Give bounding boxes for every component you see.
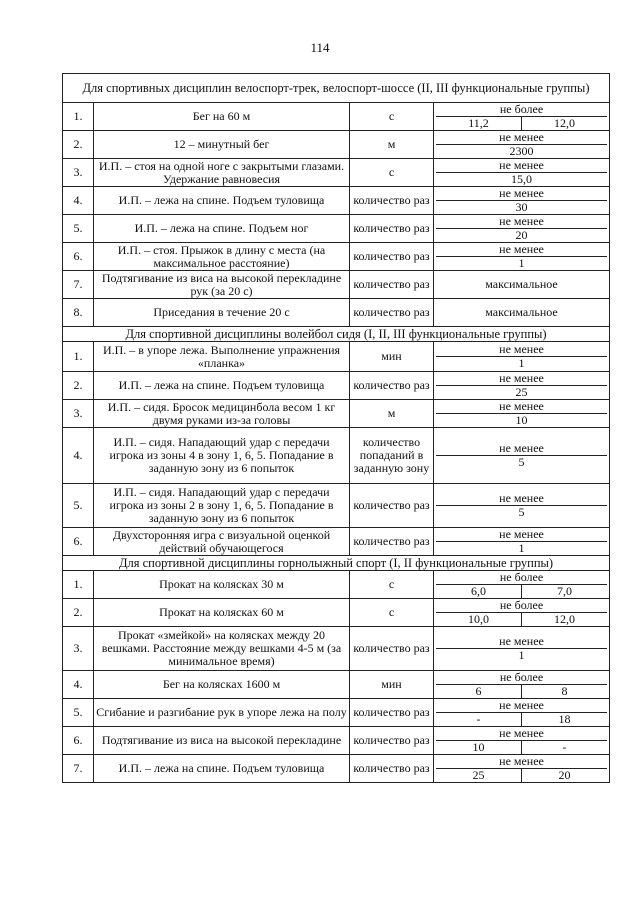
standard-subtable bbox=[436, 159, 607, 186]
unit-of-measure: с bbox=[350, 159, 434, 187]
standard-subtable bbox=[436, 755, 607, 782]
table-row bbox=[63, 372, 610, 400]
standard-value: 5 bbox=[518, 505, 525, 519]
unit-of-measure: количество раз bbox=[350, 528, 434, 556]
standard-cell bbox=[434, 400, 610, 428]
qualifier-text: не менее bbox=[436, 442, 607, 456]
standard-subtable bbox=[436, 528, 607, 555]
unit-of-measure: количество раз bbox=[350, 215, 434, 243]
standard-value: 7,0 bbox=[557, 584, 573, 598]
qualifier-text: не более bbox=[436, 599, 607, 613]
standard-cell bbox=[434, 484, 610, 528]
standard-subtable bbox=[436, 103, 607, 130]
exercise-description: И.П. – лежа на спине. Подъем ног bbox=[94, 215, 350, 243]
qualifier-text: не менее bbox=[436, 727, 607, 741]
standard-subtable bbox=[436, 400, 607, 427]
row-number: 2. bbox=[63, 372, 94, 400]
unit-of-measure: с bbox=[350, 599, 434, 627]
standard-value: 8 bbox=[561, 684, 568, 698]
standard-value: 25 bbox=[515, 385, 528, 399]
standard-value: 5 bbox=[518, 455, 525, 469]
exercise-description: И.П. – лежа на спине. Подъем туловища bbox=[94, 372, 350, 400]
standard-subtable bbox=[436, 306, 607, 319]
qualifier-text: не менее bbox=[436, 528, 607, 542]
standard-value: - bbox=[562, 740, 567, 754]
exercise-description: Прокат на колясках 60 м bbox=[94, 599, 350, 627]
qualifier-text: не менее bbox=[436, 343, 607, 357]
standard-value: 20 bbox=[558, 768, 571, 782]
row-number: 3. bbox=[63, 400, 94, 428]
exercise-description: Сгибание и разгибание рук в упоре лежа на полу bbox=[94, 699, 350, 727]
qualifier-text: не более bbox=[436, 671, 607, 685]
row-number: 2. bbox=[63, 599, 94, 627]
table-row bbox=[63, 671, 610, 699]
table-row bbox=[63, 215, 610, 243]
standard-cell bbox=[434, 131, 610, 159]
qualifier-text: не менее bbox=[436, 755, 607, 769]
qualifier-text: не более bbox=[436, 571, 607, 585]
standard-cell bbox=[434, 699, 610, 727]
unit-of-measure: количество раз bbox=[350, 755, 434, 783]
standard-value: 10 bbox=[436, 741, 522, 755]
standard-cell bbox=[434, 372, 610, 400]
table-row bbox=[63, 571, 610, 599]
section-title: Для спортивной дисциплины волейбол сидя (I, II, III функциональные группы) bbox=[63, 327, 610, 342]
standard-cell bbox=[434, 528, 610, 556]
qualifier-text: не менее bbox=[436, 215, 607, 229]
exercise-description: Бег на колясках 1600 м bbox=[94, 671, 350, 699]
table-row bbox=[63, 484, 610, 528]
exercise-description: И.П. – сидя. Нападающий удар с передачи игрока из зоны 2 в зону 1, 6, 5. Попадание в заданную зону из 6 попыток bbox=[94, 484, 350, 528]
exercise-description: Подтягивание из виса на высокой перекладине bbox=[94, 727, 350, 755]
standard-subtable bbox=[436, 343, 607, 370]
row-number: 1. bbox=[63, 571, 94, 599]
table-row bbox=[63, 755, 610, 783]
unit-of-measure: количество раз bbox=[350, 187, 434, 215]
qualifier-text: не менее bbox=[436, 400, 607, 414]
exercise-description: Приседания в течение 20 с bbox=[94, 299, 350, 327]
table-row bbox=[63, 528, 610, 556]
unit-of-measure: м bbox=[350, 400, 434, 428]
standard-cell bbox=[434, 271, 610, 299]
standard-value: 1 bbox=[518, 356, 525, 370]
standard-cell bbox=[434, 299, 610, 327]
unit-of-measure: количество раз bbox=[350, 243, 434, 271]
row-number: 6. bbox=[63, 727, 94, 755]
standard-value: максимальное bbox=[485, 305, 558, 319]
standard-cell bbox=[434, 187, 610, 215]
row-number: 5. bbox=[63, 699, 94, 727]
qualifier-text: не менее bbox=[436, 492, 607, 506]
qualifier-text: не менее bbox=[436, 243, 607, 257]
standard-cell bbox=[434, 159, 610, 187]
standard-subtable bbox=[436, 187, 607, 214]
exercise-description: Прокат «змейкой» на колясках между 20 вешками. Расстояние между вешками 4-5 м (за минимальное время) bbox=[94, 627, 350, 671]
standard-value: 25 bbox=[436, 769, 522, 783]
exercise-description: И.П. – сидя. Нападающий удар с передачи игрока из зоны 4 в зону 1, 6, 5. Попадание в заданную зону из 6 попыток bbox=[94, 428, 350, 484]
qualifier-text: не менее bbox=[436, 635, 607, 649]
table-row bbox=[63, 342, 610, 372]
standard-subtable bbox=[436, 635, 607, 662]
row-number: 3. bbox=[63, 627, 94, 671]
standards-table bbox=[62, 73, 610, 783]
exercise-description: Подтягивание из виса на высокой перекладине рук (за 20 с) bbox=[94, 271, 350, 299]
standard-subtable bbox=[436, 278, 607, 291]
standard-value: 1 bbox=[518, 648, 525, 662]
unit-of-measure: количество раз bbox=[350, 699, 434, 727]
standard-value: 12,0 bbox=[554, 116, 576, 130]
unit-of-measure: количество раз bbox=[350, 271, 434, 299]
table-row bbox=[63, 727, 610, 755]
qualifier-text: не более bbox=[436, 103, 607, 117]
table-row bbox=[63, 627, 610, 671]
standard-subtable bbox=[436, 492, 607, 519]
table-row bbox=[63, 428, 610, 484]
exercise-description: Бег на 60 м bbox=[94, 103, 350, 131]
row-number: 4. bbox=[63, 671, 94, 699]
standard-subtable bbox=[436, 243, 607, 270]
table-row bbox=[63, 243, 610, 271]
unit-of-measure: количество раз bbox=[350, 727, 434, 755]
standard-subtable bbox=[436, 699, 607, 726]
standard-cell bbox=[434, 215, 610, 243]
standard-value: 18 bbox=[558, 712, 571, 726]
standard-subtable bbox=[436, 372, 607, 399]
table-row bbox=[63, 271, 610, 299]
row-number: 7. bbox=[63, 271, 94, 299]
table-row bbox=[63, 599, 610, 627]
table-row bbox=[63, 187, 610, 215]
standard-cell bbox=[434, 571, 610, 599]
unit-of-measure: мин bbox=[350, 342, 434, 372]
row-number: 1. bbox=[63, 103, 94, 131]
unit-of-measure: количество раз bbox=[350, 372, 434, 400]
table-row bbox=[63, 103, 610, 131]
standard-cell bbox=[434, 428, 610, 484]
standard-cell bbox=[434, 755, 610, 783]
standard-cell bbox=[434, 627, 610, 671]
unit-of-measure: с bbox=[350, 571, 434, 599]
row-number: 5. bbox=[63, 484, 94, 528]
standard-cell bbox=[434, 671, 610, 699]
row-number: 4. bbox=[63, 428, 94, 484]
standard-value: 6 bbox=[436, 685, 522, 699]
standard-value: максимальное bbox=[485, 277, 558, 291]
row-number: 7. bbox=[63, 755, 94, 783]
unit-of-measure: количество раз bbox=[350, 484, 434, 528]
table-row bbox=[63, 299, 610, 327]
exercise-description: И.П. – сидя. Бросок медицинбола весом 1 кг двумя руками из-за головы bbox=[94, 400, 350, 428]
unit-of-measure: количество раз bbox=[350, 299, 434, 327]
standard-subtable bbox=[436, 727, 607, 754]
qualifier-text: не менее bbox=[436, 372, 607, 386]
section-header-row bbox=[63, 327, 610, 342]
standard-value: 11,2 bbox=[436, 117, 522, 131]
row-number: 8. bbox=[63, 299, 94, 327]
row-number: 5. bbox=[63, 215, 94, 243]
qualifier-text: не менее bbox=[436, 699, 607, 713]
standard-subtable bbox=[436, 571, 607, 598]
exercise-description: И.П. – стоя на одной ноге с закрытыми глазами. Удержание равновесия bbox=[94, 159, 350, 187]
table-row bbox=[63, 699, 610, 727]
standard-value: 1 bbox=[518, 256, 525, 270]
standard-subtable bbox=[436, 671, 607, 698]
row-number: 2. bbox=[63, 131, 94, 159]
exercise-description: И.П. – лежа на спине. Подъем туловища bbox=[94, 187, 350, 215]
exercise-description: 12 – минутный бег bbox=[94, 131, 350, 159]
exercise-description: И.П. – стоя. Прыжок в длину с места (на максимальное расстояние) bbox=[94, 243, 350, 271]
standard-value: 20 bbox=[515, 228, 528, 242]
standard-cell bbox=[434, 599, 610, 627]
standard-value: 1 bbox=[518, 541, 525, 555]
standard-subtable bbox=[436, 599, 607, 626]
standard-subtable bbox=[436, 215, 607, 242]
page-number: 114 bbox=[310, 40, 330, 55]
exercise-description: И.П. – лежа на спине. Подъем туловища bbox=[94, 755, 350, 783]
qualifier-text: не менее bbox=[436, 187, 607, 201]
section-header-row bbox=[63, 556, 610, 571]
standard-value: 15,0 bbox=[511, 172, 533, 186]
exercise-description: Двухсторонняя игра с визуальной оценкой действий обучающегося bbox=[94, 528, 350, 556]
row-number: 6. bbox=[63, 243, 94, 271]
standard-value: 12,0 bbox=[554, 612, 576, 626]
qualifier-text: не менее bbox=[436, 131, 607, 145]
standard-cell bbox=[434, 727, 610, 755]
unit-of-measure: м bbox=[350, 131, 434, 159]
section-header-row bbox=[63, 74, 610, 103]
standard-subtable bbox=[436, 442, 607, 469]
unit-of-measure: количество раз bbox=[350, 627, 434, 671]
row-number: 3. bbox=[63, 159, 94, 187]
standard-cell bbox=[434, 103, 610, 131]
section-title: Для спортивной дисциплины горнолыжный спорт (I, II функциональные группы) bbox=[63, 556, 610, 571]
section-title: Для спортивных дисциплин велоспорт-трек, велоспорт-шоссе (II, III функциональные группы) bbox=[63, 74, 610, 103]
standard-value: 10 bbox=[515, 413, 528, 427]
unit-of-measure: мин bbox=[350, 671, 434, 699]
standard-value: - bbox=[436, 713, 522, 727]
standard-subtable bbox=[436, 131, 607, 158]
standard-value: 6,0 bbox=[436, 585, 522, 599]
standard-value: 2300 bbox=[509, 144, 534, 158]
standard-value: 30 bbox=[515, 200, 528, 214]
row-number: 6. bbox=[63, 528, 94, 556]
standard-cell bbox=[434, 243, 610, 271]
unit-of-measure: с bbox=[350, 103, 434, 131]
table-row bbox=[63, 159, 610, 187]
table-row bbox=[63, 131, 610, 159]
exercise-description: И.П. – в упоре лежа. Выполнение упражнения «планка» bbox=[94, 342, 350, 372]
table-row bbox=[63, 400, 610, 428]
qualifier-text: не менее bbox=[436, 159, 607, 173]
standard-value: 10,0 bbox=[436, 613, 522, 627]
standard-cell bbox=[434, 342, 610, 372]
row-number: 4. bbox=[63, 187, 94, 215]
exercise-description: Прокат на колясках 30 м bbox=[94, 571, 350, 599]
unit-of-measure: количество попаданий в заданную зону bbox=[350, 428, 434, 484]
row-number: 1. bbox=[63, 342, 94, 372]
